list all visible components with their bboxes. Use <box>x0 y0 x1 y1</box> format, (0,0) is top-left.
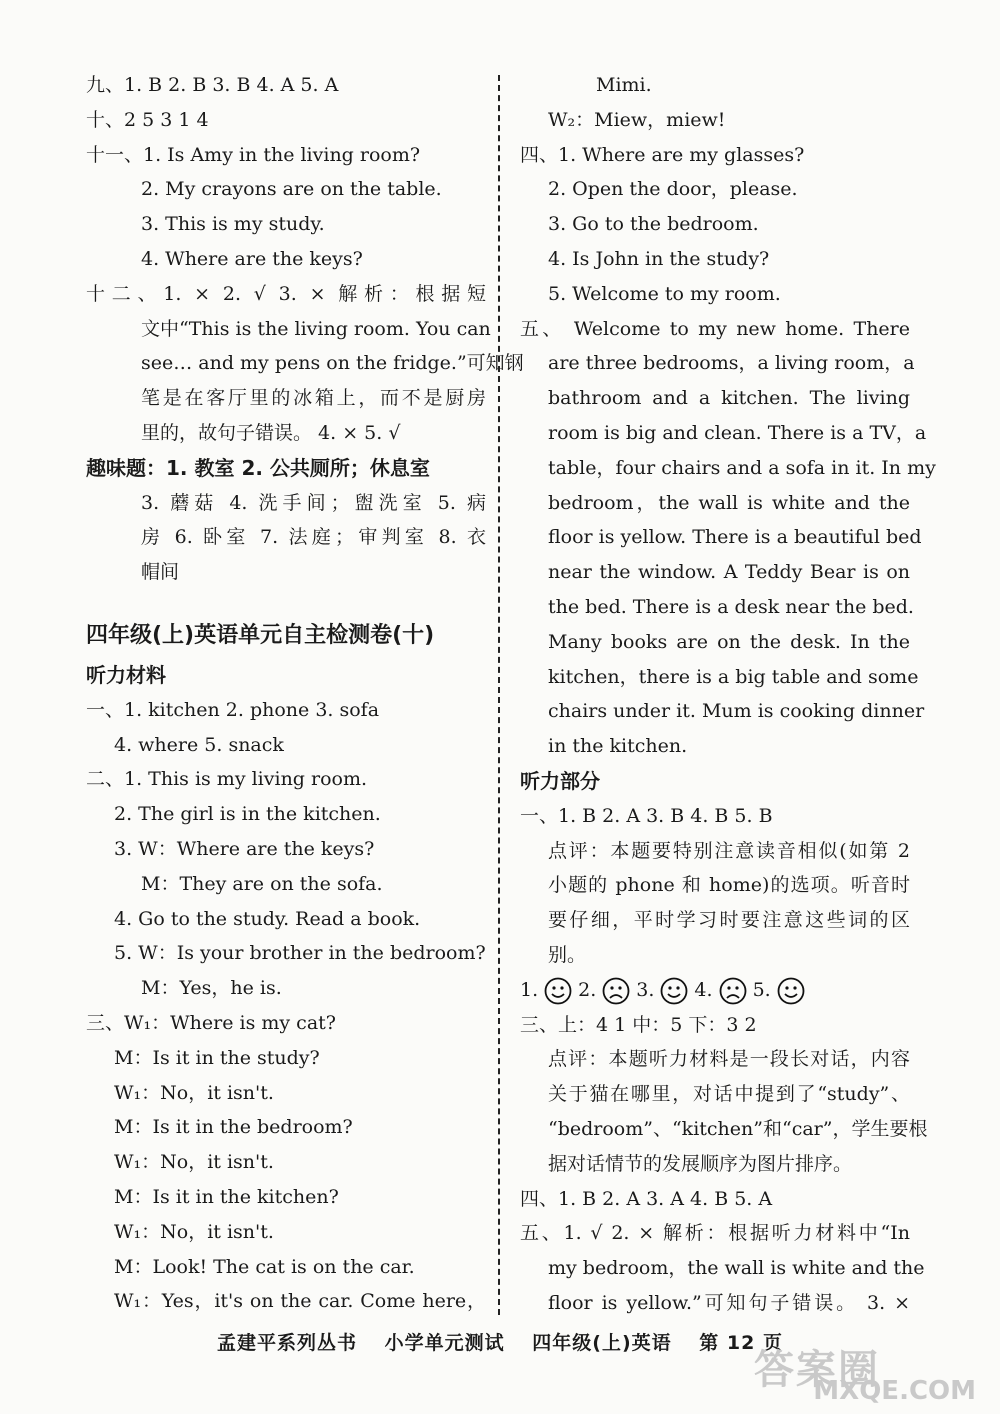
text-line: M：Look! The cat is on the car. <box>114 1255 415 1278</box>
text-line: 4. Where are the keys? <box>141 247 363 270</box>
watermark <box>754 1338 984 1408</box>
text-line: M：Yes，he is. <box>141 977 282 1000</box>
text-line: 3. Go to the bedroom. <box>548 213 759 236</box>
text-line: M：They are on the sofa. <box>141 872 383 895</box>
face-number: 5. <box>752 978 771 1001</box>
right-column <box>520 68 936 1321</box>
text-line: bathroom and a kitchen. The living <box>548 387 910 410</box>
text-line: 房 6. 卧室 7. 法庭；审判室 8. 衣 <box>141 526 486 549</box>
smiley-face-icon <box>777 977 805 1005</box>
text-line: 三、W₁：Where is my cat? <box>86 1011 336 1034</box>
text-line: M：Is it in the kitchen? <box>114 1185 339 1208</box>
text-line: W₁：No，it isn't. <box>114 1220 274 1243</box>
text-line <box>86 590 486 604</box>
face-number: 3. <box>636 978 655 1001</box>
sad-face-icon <box>602 977 630 1005</box>
text-line: Mimi. <box>596 74 652 96</box>
text-line: M：Is it in the study? <box>114 1046 320 1069</box>
text-line: 九、1. B 2. B 3. B 4. A 5. A <box>86 74 339 96</box>
text-line: 文中“This is the living room. You can <box>141 317 491 340</box>
text-line: the bed. There is a desk near the bed. <box>548 595 914 618</box>
text-line <box>520 973 910 1008</box>
text-line: Many books are on the desk. In the <box>548 630 910 653</box>
text-line: 别。 <box>548 943 587 966</box>
left-column <box>86 68 524 1319</box>
text-line: 一、1. B 2. A 3. B 4. B 5. B <box>520 804 773 827</box>
text-line: 点评：本题要特别注意读音相似(如第 2 <box>548 839 910 862</box>
face-item <box>578 979 636 1001</box>
text-line: 四年级(上)英语单元自主检测卷(十) <box>86 622 435 648</box>
text-line: chairs under it. Mum is cooking dinner <box>548 700 925 723</box>
face-item <box>520 979 578 1001</box>
text-line: 四、1. Where are my glasses? <box>520 143 805 166</box>
text-line: 二、1. This is my living room. <box>86 768 368 791</box>
column-divider <box>498 75 500 1315</box>
text-line: 3. This is my study. <box>141 213 325 236</box>
text-line: 笔是在客厅里的冰箱上，而不是厨房 <box>141 387 486 410</box>
text-line: 4. where 5. snack <box>114 733 284 756</box>
text-line: 4. Go to the study. Read a book. <box>114 907 421 930</box>
text-line: my bedroom，the wall is white and the <box>548 1257 925 1280</box>
text-line: W₁：No，it isn't. <box>114 1081 274 1104</box>
sad-face-icon <box>719 977 747 1005</box>
text-line: 一、1. kitchen 2. phone 3. sofa <box>86 698 380 721</box>
text-line: in the kitchen. <box>548 735 688 758</box>
text-line: W₁：Yes，it's on the car. Come here， <box>114 1290 486 1313</box>
text-line: 五、1. √ 2. × 解析：根据听力材料中“In <box>520 1222 910 1245</box>
text-line: floor is yellow. There is a beautiful bed <box>548 526 922 549</box>
text-line: 十一、1. Is Amy in the living room? <box>86 143 421 166</box>
text-line: floor is yellow.”可知句子错误。 3. × <box>548 1291 910 1314</box>
text-line: 十、2 5 3 1 4 <box>86 108 209 131</box>
text-line: 听力材料 <box>86 662 166 687</box>
text-line: 3. 蘑菇 4. 洗手间；盥洗室 5. 病 <box>141 491 486 514</box>
text-line: 四、1. B 2. A 3. A 4. B 5. A <box>520 1187 773 1210</box>
footer-series: 孟建平系列丛书 <box>217 1332 358 1354</box>
text-line: 关于猫在哪里，对话中提到了“study”、 <box>548 1083 910 1106</box>
face-number: 4. <box>694 978 713 1001</box>
footer-book: 小学单元测试 <box>384 1332 505 1354</box>
text-line: 要仔细，平时学习时要注意这些词的区 <box>548 909 910 932</box>
text-line: 趣味题：1. 教室 2. 公共厕所；休息室 <box>86 455 430 480</box>
text-line: 据对话情节的发展顺序为图片排序。 <box>548 1152 853 1175</box>
face-item <box>636 979 694 1001</box>
text-line: 2. My crayons are on the table. <box>141 178 442 201</box>
text-line: W₁：No，it isn't. <box>114 1151 274 1174</box>
text-line: room is big and clean. There is a TV，a <box>548 421 927 444</box>
text-line: are three bedrooms，a living room，a <box>548 352 915 375</box>
text-line: 小题的 phone 和 home)的选项。听音时 <box>548 874 910 897</box>
text-line: 2. The girl is in the kitchen. <box>114 803 381 826</box>
text-line: 五、 Welcome to my new home. There <box>520 317 910 340</box>
text-line: 帽间 <box>141 561 180 584</box>
smiley-face-icon <box>544 977 572 1005</box>
text-line: 4. Is John in the study? <box>548 247 770 270</box>
text-line: 听力部分 <box>520 768 600 793</box>
text-line: W₂：Miew，miew! <box>548 108 726 131</box>
text-line: 5. W：Is your brother in the bedroom? <box>114 942 486 965</box>
text-line: 点评：本题听力材料是一段长对话，内容 <box>548 1048 910 1071</box>
footer-subject: 四年级(上)英语 <box>532 1332 672 1354</box>
footer-page: 第 12 页 <box>699 1332 783 1354</box>
watermark-url: MXQE.COM <box>813 1376 976 1406</box>
text-line: 三、上：4 1 中：5 下：3 2 <box>520 1013 757 1036</box>
face-item <box>694 979 752 1001</box>
text-line: 5. Welcome to my room. <box>548 282 781 305</box>
text-line: 3. W：Where are the keys? <box>114 837 375 860</box>
text-line: near the window. A Teddy Bear is on <box>548 561 910 584</box>
text-line: “bedroom”、“kitchen”和“car”，学生要根 <box>548 1117 928 1140</box>
text-line: see… and my pens on the fridge.”可知钢 <box>141 352 524 375</box>
text-line: kitchen，there is a big table and some <box>548 665 919 688</box>
text-line: 里的，故句子错误。 4. × 5. √ <box>141 421 401 444</box>
text-line: M：Is it in the bedroom? <box>114 1116 353 1139</box>
text-line: 十二、1. × 2. √ 3. × 解析：根据短 <box>86 282 486 305</box>
face-number: 2. <box>578 978 597 1001</box>
text-line: 2. Open the door，please. <box>548 178 798 201</box>
face-item <box>753 979 811 1001</box>
smiley-face-icon <box>660 977 688 1005</box>
watermark-logo: 答案圈 <box>754 1347 880 1393</box>
face-number: 1. <box>520 978 539 1001</box>
text-line: table，four chairs and a sofa in it. In my <box>548 456 936 479</box>
text-line: bedroom，the wall is white and the <box>548 491 910 514</box>
